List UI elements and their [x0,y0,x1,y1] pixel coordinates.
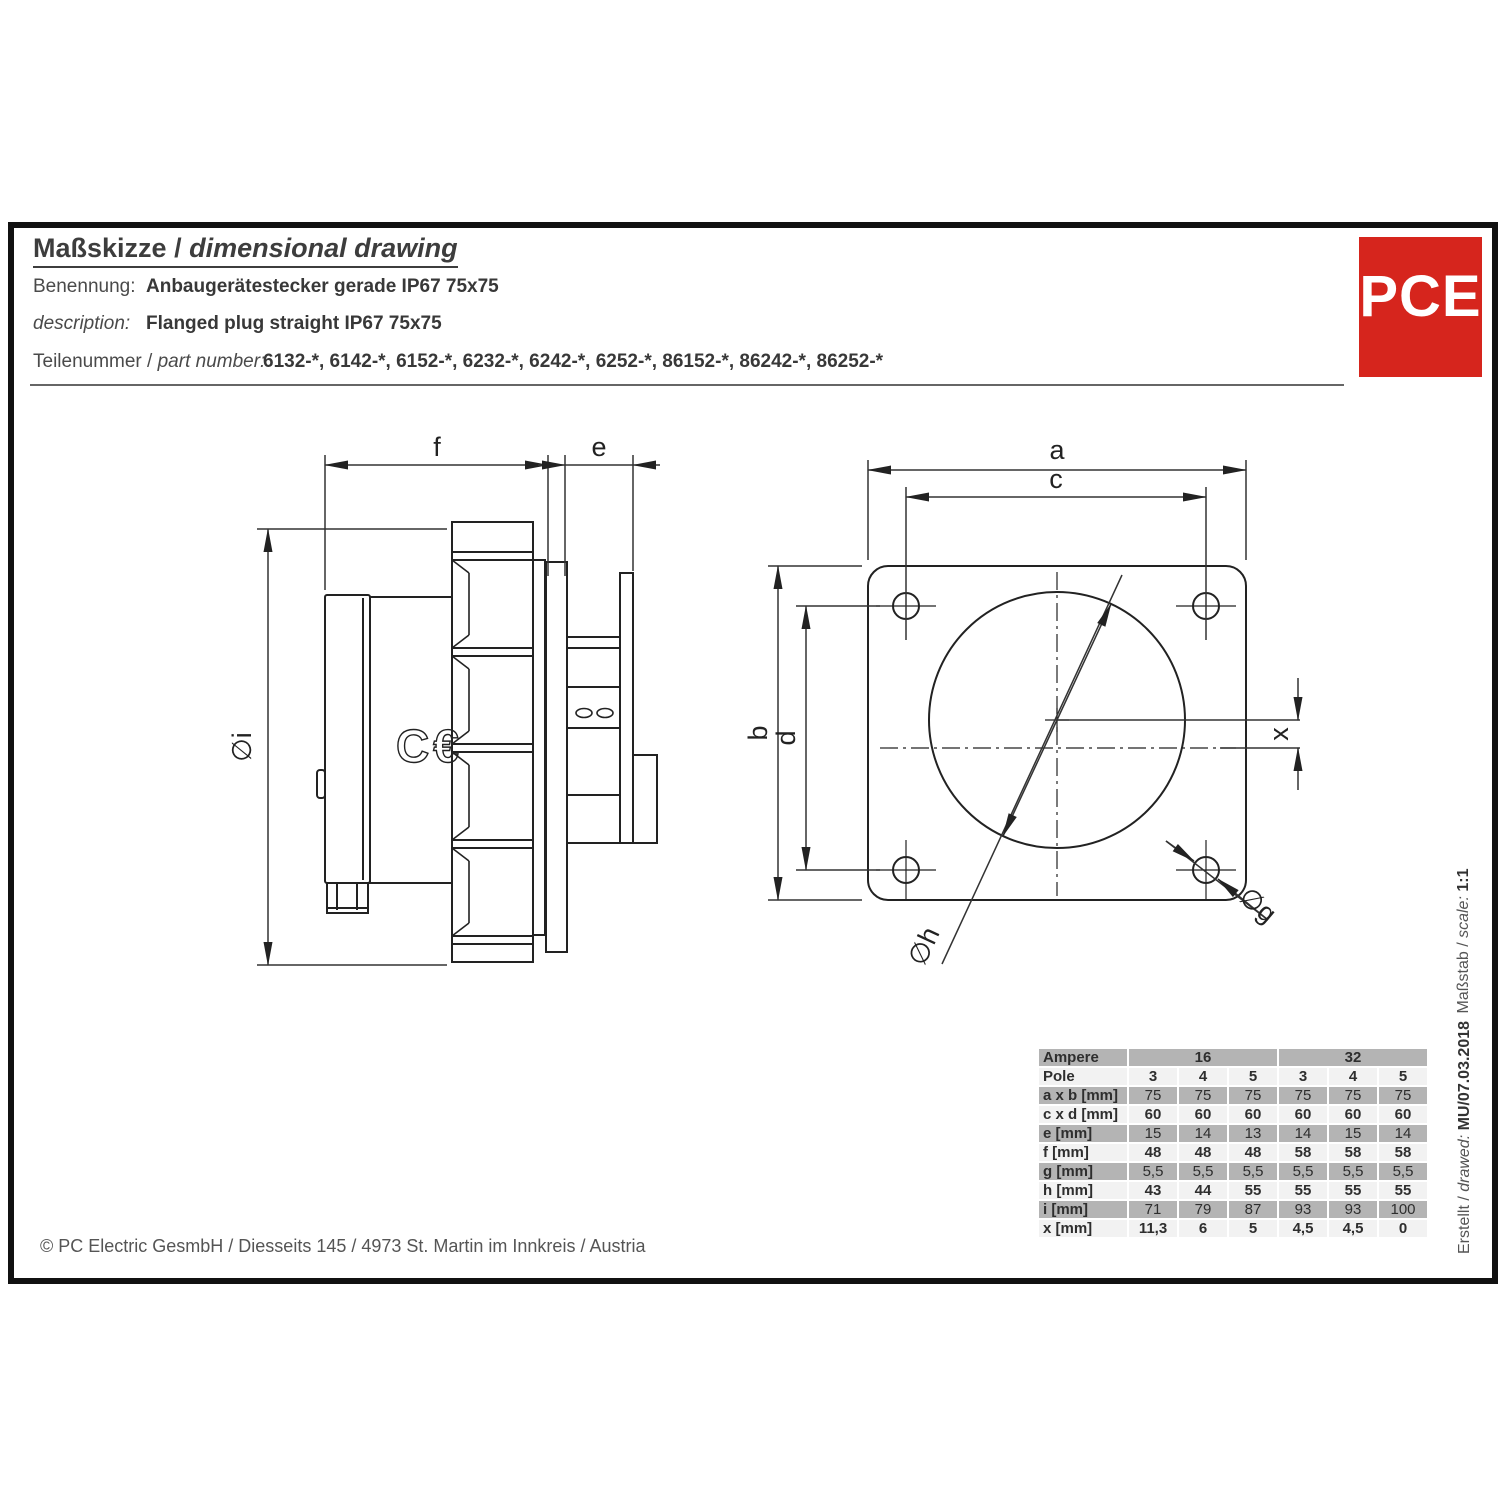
table-cell: 55 [1279,1182,1327,1199]
table-cell: 4 [1329,1068,1377,1085]
table-cell: 75 [1379,1087,1427,1104]
table-row [1039,1087,1427,1104]
table-cell: 58 [1379,1144,1427,1161]
copyright-footer: © PC Electric GesmbH / Diesseits 145 / 4973 St. Martin im Innkreis / Austria [40,1236,646,1256]
page-title-en: dimensional drawing [189,233,458,263]
table-row [1039,1049,1427,1066]
table-cell: 48 [1179,1144,1227,1161]
table-cell: 4,5 [1279,1220,1327,1237]
table-cell: 48 [1229,1144,1277,1161]
table-cell: 5,5 [1229,1163,1277,1180]
table-row-label: x [mm] [1039,1220,1127,1237]
dim-table-body [1039,1049,1427,1237]
table-row-label: f [mm] [1039,1144,1127,1161]
table-cell: 93 [1279,1201,1327,1218]
dim-label-a: a [1049,435,1065,465]
dim-table [1037,1047,1429,1239]
header-divider [30,384,1344,386]
table-cell: 14 [1279,1125,1327,1142]
scale-note: Maßstab / scale: 1:1 [1455,868,1472,1014]
part-numbers-value: 6132-*, 6142-*, 6152-*, 6232-*, 6242-*, 6252-*, 86152-*, 86242-*, 86252-* [263,351,884,372]
page-title-de: Maßskizze [33,233,167,263]
table-cell: 16 [1129,1049,1277,1066]
table-cell: 55 [1329,1182,1377,1199]
dim-label-c: c [1049,464,1063,494]
table-cell: 5,5 [1279,1163,1327,1180]
table-row [1039,1163,1427,1180]
table-cell: 55 [1229,1182,1277,1199]
table-cell: 93 [1329,1201,1377,1218]
table-cell: 15 [1129,1125,1177,1142]
drawn-value: MU/07.03.2018 [1456,1020,1473,1131]
pce-logo-text: PCE [1359,264,1482,329]
table-row [1039,1125,1427,1142]
description-label: description: [33,313,131,334]
table-cell: 3 [1279,1068,1327,1085]
table-cell: 75 [1129,1087,1177,1104]
table-cell: 4,5 [1329,1220,1377,1237]
table-cell: 5 [1229,1068,1277,1085]
table-cell: 75 [1279,1087,1327,1104]
table-cell: 58 [1329,1144,1377,1161]
scale-value: 1:1 [1455,868,1472,892]
dim-label-x: x [1264,727,1294,741]
table-cell: 11,3 [1129,1220,1177,1237]
table-row [1039,1201,1427,1218]
table-cell: 4 [1179,1068,1227,1085]
dim-label-f: f [433,432,441,462]
table-cell: 87 [1229,1201,1277,1218]
table-row-label: c x d [mm] [1039,1106,1127,1123]
table-cell: 3 [1129,1068,1177,1085]
table-cell: 43 [1129,1182,1177,1199]
table-row-label: h [mm] [1039,1182,1127,1199]
table-cell: 5,5 [1329,1163,1377,1180]
table-row-label: g [mm] [1039,1163,1127,1180]
dim-label-d: d [771,730,801,746]
table-cell: 14 [1379,1125,1427,1142]
drawn-note: Erstellt / drawed: MU/07.03.2018 [1456,1020,1473,1254]
table-row-label: Pole [1039,1068,1127,1085]
dim-label-i: ∅i [227,732,257,762]
table-cell: 79 [1179,1201,1227,1218]
table-row-label: i [mm] [1039,1201,1127,1218]
table-cell: 5,5 [1179,1163,1227,1180]
table-cell: 75 [1329,1087,1377,1104]
table-row [1039,1182,1427,1199]
dim-label-e: e [591,432,607,462]
table-cell: 60 [1179,1106,1227,1123]
table-cell: 60 [1229,1106,1277,1123]
page-title: Maßskizze / dimensional drawing [33,233,458,268]
table-cell: 60 [1129,1106,1177,1123]
pce-logo [1359,237,1482,377]
table-cell: 48 [1129,1144,1177,1161]
part-number-label: Teilenummer / part number: [33,351,266,372]
table-cell: 75 [1229,1087,1277,1104]
dim-label-g: ∅g [1233,881,1283,929]
table-cell: 55 [1379,1182,1427,1199]
table-cell: 44 [1179,1182,1227,1199]
table-cell: 5,5 [1129,1163,1177,1180]
table-row [1039,1106,1427,1123]
table-row-label: a x b [mm] [1039,1087,1127,1104]
table-cell: 71 [1129,1201,1177,1218]
benennung-label: Benennung: [33,276,136,297]
table-row [1039,1220,1427,1237]
description-value: Flanged plug straight IP67 75x75 [146,313,442,334]
table-cell: 0 [1379,1220,1427,1237]
table-cell: 60 [1279,1106,1327,1123]
table-row-label: Ampere [1039,1049,1127,1066]
table-cell: 100 [1379,1201,1427,1218]
ce-mark: C€ [396,720,463,772]
table-cell: 14 [1179,1125,1227,1142]
table-cell: 13 [1229,1125,1277,1142]
table-cell: 6 [1179,1220,1227,1237]
table-cell: 60 [1379,1106,1427,1123]
table-cell: 32 [1279,1049,1427,1066]
table-row-label: e [mm] [1039,1125,1127,1142]
table-cell: 5,5 [1379,1163,1427,1180]
table-cell: 60 [1329,1106,1377,1123]
table-cell: 5 [1229,1220,1277,1237]
dim-label-h: ∅h [902,922,946,971]
benennung-value: Anbaugerätestecker gerade IP67 75x75 [146,276,499,297]
table-row [1039,1144,1427,1161]
table-cell: 75 [1179,1087,1227,1104]
table-cell: 5 [1379,1068,1427,1085]
table-cell: 15 [1329,1125,1377,1142]
table-cell: 58 [1279,1144,1327,1161]
table-row [1039,1068,1427,1085]
dim-label-b: b [743,725,773,741]
